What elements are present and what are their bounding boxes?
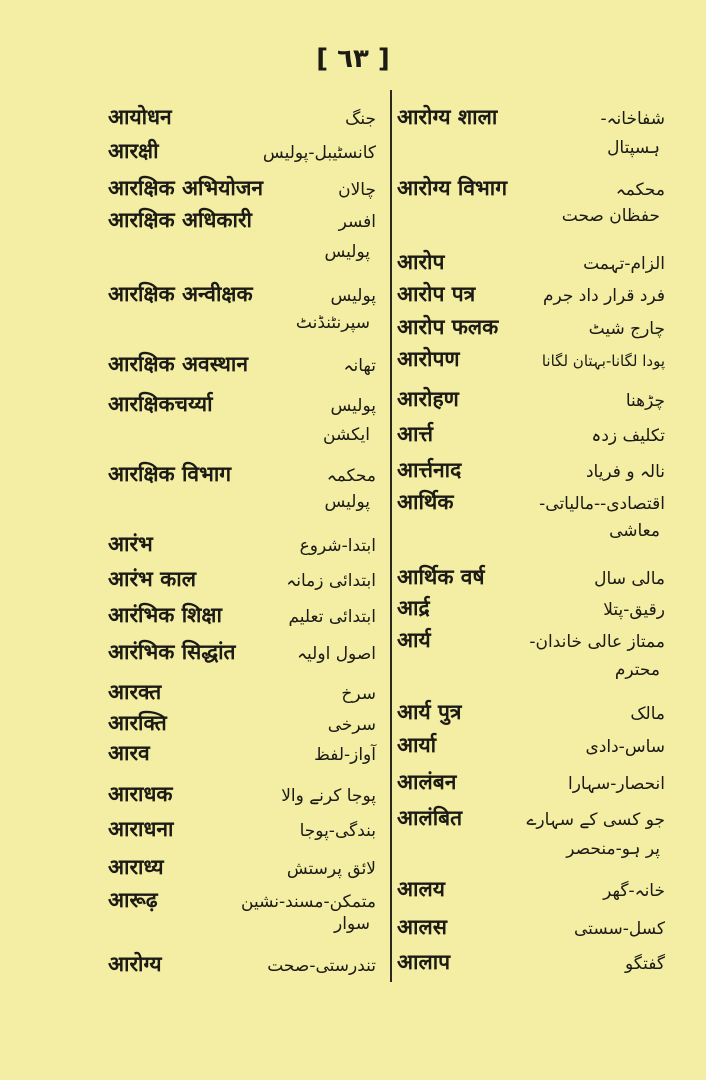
gloss: چڑھنا [625, 391, 665, 411]
gloss: شفاخانہ- [600, 109, 665, 129]
gloss: اصول اولیہ [297, 644, 376, 664]
gloss: کسل-سستی [574, 919, 665, 939]
gloss: ابتدائی تعلیم [288, 607, 376, 627]
headword: आरोग्य [108, 952, 162, 976]
gloss-continuation: سوار [334, 914, 370, 934]
headword: आर्थिक वर्ष [397, 565, 485, 589]
headword: आराध्य [108, 855, 164, 879]
gloss-continuation: حفظان صحت [561, 206, 660, 226]
headword: आयोधन [108, 105, 172, 129]
headword: आरक्षिकचर्य्या [108, 392, 213, 416]
dictionary-entry [397, 385, 665, 413]
gloss-continuation: پر ہو-منحصر [566, 839, 660, 859]
gloss: ابتدا-شروع [299, 536, 376, 556]
dictionary-entry [397, 913, 665, 941]
headword: आरव [108, 741, 150, 765]
gloss: مالک [630, 704, 665, 724]
headword: आलस [397, 915, 447, 939]
gloss: ابتدائی زمانہ [286, 571, 376, 591]
headword: आराधक [108, 782, 173, 806]
dictionary-entry [397, 768, 665, 796]
dictionary-entry [397, 626, 665, 654]
headword: आरक्षिक विभाग [108, 462, 232, 486]
headword: आरक्षिक अन्वीक्षक [108, 282, 253, 306]
headword: आर्त्त [397, 422, 433, 446]
gloss: محکمہ [615, 180, 665, 200]
gloss: جو کسی کے سہارے [526, 810, 665, 830]
dictionary-entry [397, 594, 665, 622]
headword: आर्य पुत्र [397, 700, 462, 724]
gloss-continuation: ایکشن [323, 425, 370, 445]
headword: आरंभिक सिद्धांत [108, 640, 236, 664]
headword: आराधना [108, 817, 174, 841]
dictionary-entry [397, 456, 665, 484]
headword: आरूढ़ [108, 888, 158, 912]
headword: आरंभ काल [108, 567, 196, 591]
gloss: پوجا کرنے والا [281, 786, 376, 806]
dictionary-entry [397, 488, 665, 516]
headword: आरोग्य विभाग [397, 176, 508, 200]
dictionary-entry [397, 698, 665, 726]
dictionary-entry [397, 420, 665, 448]
headword: आरोप फलक [397, 315, 499, 339]
gloss-continuation: معاشی [609, 521, 660, 541]
page-number: [ ٦٣ ] [316, 44, 390, 74]
headword: आरक्षिक अवस्थान [108, 352, 248, 376]
gloss: چالان [338, 180, 376, 200]
gloss: تھانہ [343, 356, 376, 376]
gloss: افسر [338, 212, 376, 232]
gloss: سرخی [327, 715, 376, 735]
dictionary-entry [397, 313, 665, 341]
gloss: تکلیف زدہ [591, 426, 665, 446]
gloss: سرخ [341, 684, 376, 704]
headword: आरक्षिक अभियोजन [108, 176, 264, 200]
gloss: چارج شیٹ [588, 319, 665, 339]
gloss: آواز-لفظ [314, 745, 376, 765]
dictionary-entry [397, 875, 665, 903]
gloss: انحصار-سہارا [567, 774, 665, 794]
headword: आरंभ [108, 532, 153, 556]
dictionary-entry [397, 280, 665, 308]
gloss: تندرستی-صحت [267, 956, 376, 976]
headword: आलंबन [397, 770, 457, 794]
dictionary-entry [397, 804, 665, 832]
headword: आरोप [397, 250, 445, 274]
dictionary-entry [397, 103, 665, 131]
headword: आलाप [397, 950, 451, 974]
gloss: پولیس [330, 286, 376, 306]
dictionary-entry [397, 248, 665, 276]
headword: आर्द्र [397, 596, 430, 620]
gloss-continuation: سپرنٹنڈنٹ [295, 313, 370, 333]
gloss: رقیق-پتلا [603, 600, 665, 620]
dictionary-entry [397, 563, 665, 591]
gloss: گفتگو [625, 954, 665, 974]
headword: आरोहण [397, 387, 459, 411]
headword: आरोग्य शाला [397, 105, 498, 129]
gloss: خانہ-گھر [603, 881, 665, 901]
headword: आलय [397, 877, 445, 901]
headword: आरोपण [397, 347, 460, 371]
gloss: اقتصادی--مالیاتی- [539, 494, 665, 514]
gloss: لائق پرستش [286, 859, 376, 879]
gloss: کانسٹیبل-پولیس [262, 143, 376, 163]
gloss-continuation: محترم [614, 660, 660, 680]
headword: आर्या [397, 733, 437, 757]
headword: आर्य [397, 628, 431, 652]
gloss: جنگ [345, 109, 376, 129]
gloss: پودا لگانا-بہتان لگانا [541, 352, 665, 370]
headword: आरोप पत्र [397, 282, 476, 306]
headword: आरंभिक शिक्षा [108, 603, 222, 627]
headword: आरक्षी [108, 139, 159, 163]
gloss: ممتاز عالی خاندان- [529, 632, 665, 652]
dictionary-entry [397, 174, 665, 202]
gloss-continuation: ہسپتال [607, 138, 660, 158]
gloss: پولیس [330, 396, 376, 416]
headword: आरक्ति [108, 711, 167, 735]
headword: आरक्त [108, 680, 162, 704]
dictionary-entry [397, 948, 665, 976]
gloss: ساس-دادی [585, 737, 665, 757]
dictionary-entry [397, 731, 665, 759]
gloss-continuation: پولیس [324, 492, 370, 512]
gloss: نالہ و فریاد [585, 462, 665, 482]
headword: आर्त्तनाद [397, 458, 462, 482]
gloss: مالی سال [594, 569, 665, 589]
gloss: محکمہ [326, 466, 376, 486]
gloss: متمکن-مسند-نشین [241, 892, 376, 912]
headword: आलंबित [397, 806, 463, 830]
headword: आरक्षिक अधिकारी [108, 208, 252, 232]
dictionary-entry [397, 345, 665, 373]
gloss-continuation: پولیس [324, 242, 370, 262]
gloss: فرد قرار داد جرم [542, 286, 665, 306]
headword: आर्थिक [397, 490, 454, 514]
gloss: الزام-تہمت [583, 254, 665, 274]
gloss: بندگی-پوجا [299, 821, 376, 841]
